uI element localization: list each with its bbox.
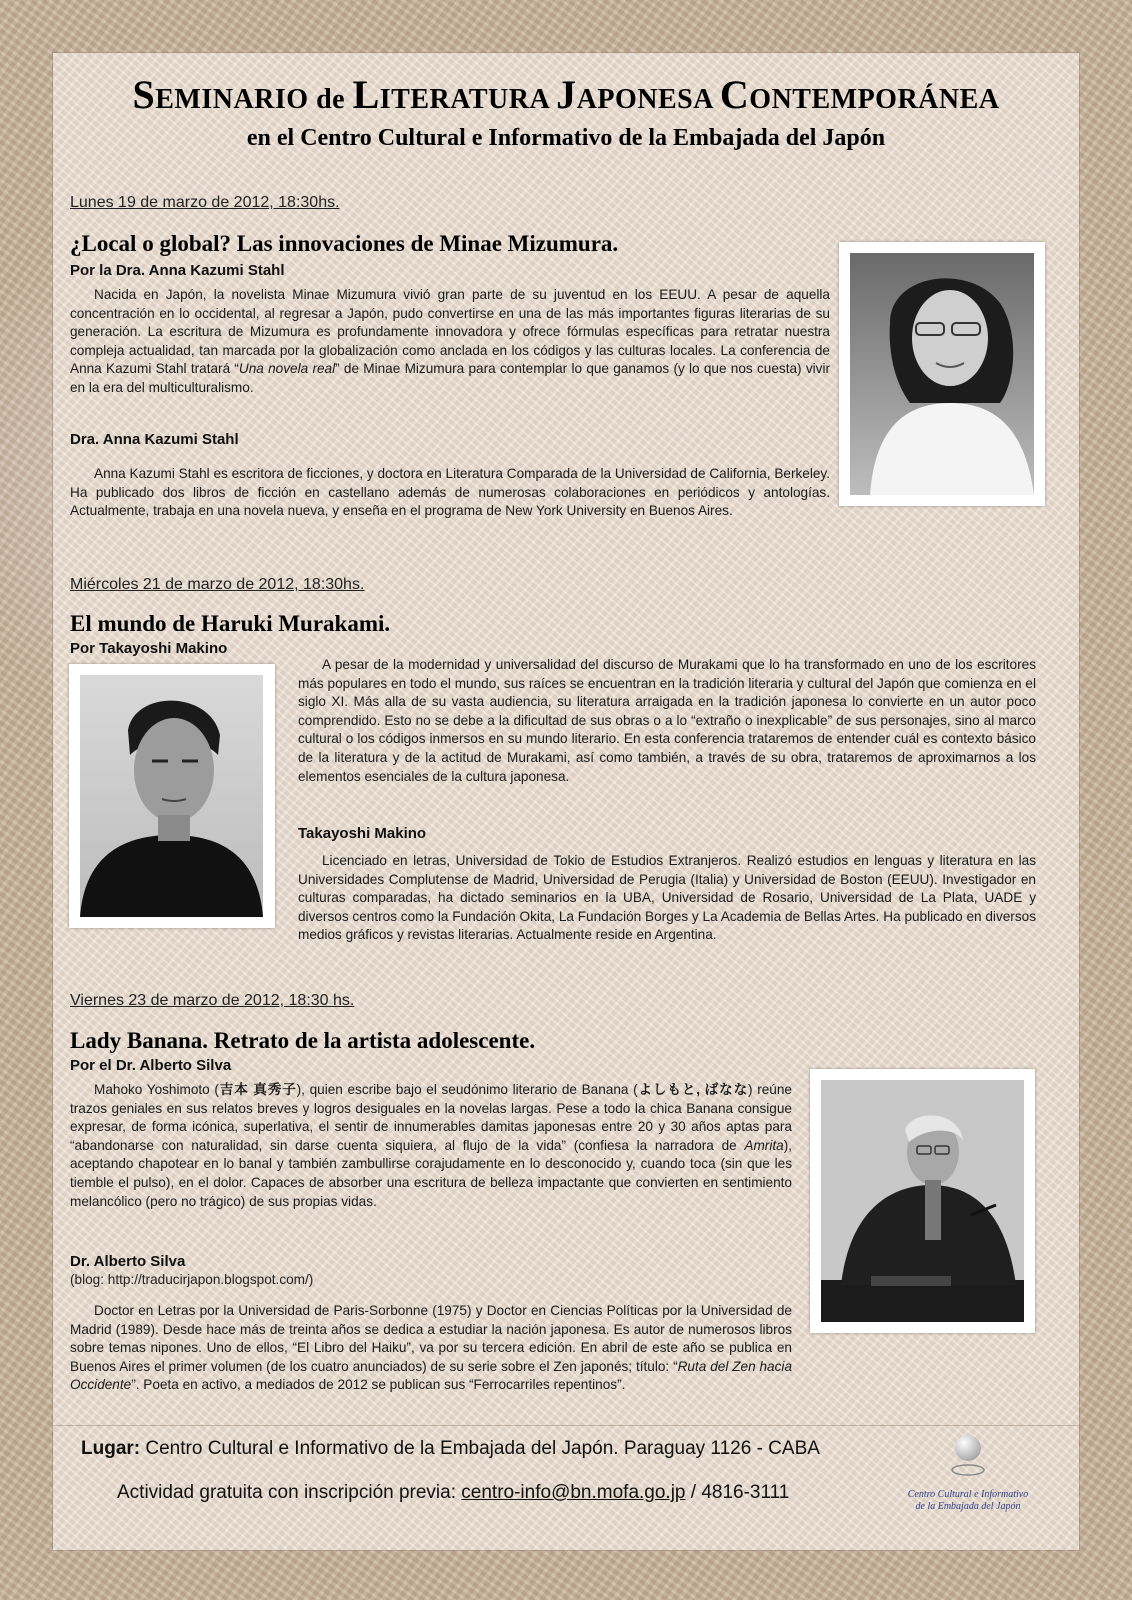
page-title: SEMINARIO de LITERATURA JAPONESA CONTEMPORÁNEA: [132, 72, 1000, 117]
event-date: Viernes 23 de marzo de 2012, 18:30 hs.: [70, 992, 355, 1009]
bio-text: Doctor en Letras por la Universidad de Paris-Sorbonne (1975) y Doctor en Ciencias Políticas por la Universidad de Madrid (1989). Desde hace más de treinta años se dedica a estudiar la nación japonesa. Es autor de numerosos libros sobre temas nipones. Uno de ellos, “El Libro del Haiku”, va por su tercera edición. En abril de este año se publica en Buenos Aires el primer volumen (de los cuatro anunciados) de su serie sobre el Zen japonés; título: “Ruta del Zen hacia Occidente”. Poeta en activo, a mediados de 2012 se publican sus “Ferrocarriles repentinos”.: [70, 1303, 792, 1393]
footer-divider: [53, 1425, 1079, 1426]
event-description: Nacida en Japón, la novelista Minae Mizumura vivió gran parte de su juventud en los EEUU. A pesar de aquella concentración en lo occidental, al regresar a Japón, pudo convertirse en una de las más importantes figuras literarias de su generación. La escritura de Mizumura es profundamente innovadora y ofrece fórmulas específicas para retratar nuestra compleja actualidad, tan marcada por la globalización como anclada en los códigos y las culturas locales. La conferencia de Anna Kazumi Stahl tratará “Una novela real” de Minae Mizumura para contemplar lo que ganamos (y lo que nos cuesta) vivir en la era del multiculturalismo.: [70, 287, 830, 395]
embassy-logo-icon: [948, 1433, 988, 1477]
bio-text: Anna Kazumi Stahl es escritora de ficciones, y doctora en Literatura Comparada de la Universidad de California, Berkeley. Ha publicado dos libros de ficción en castellano además de numerosas colaboraciones en periódicos y antologías. Actualmente, trabaja en una novela nueva, y enseña en el programa de New York University en Buenos Aires.: [70, 466, 830, 519]
registration-text: Actividad gratuita con inscripción previa: centro-info@bn.mofa.go.jp / 4816-3111: [117, 1482, 790, 1503]
event-title: El mundo de Haruki Murakami.: [70, 611, 391, 636]
portrait-image: [850, 253, 1034, 495]
page-subtitle: en el Centro Cultural e Informativo de la Embajada del Japón: [246, 125, 886, 151]
title-word: CONTEMPORÁNEA: [719, 72, 1000, 117]
portrait-image: [821, 1080, 1024, 1322]
embassy-logo-text: Centro Cultural e Informativo de la Embajada del Japón: [907, 1489, 1029, 1512]
event-date: Lunes 19 de marzo de 2012, 18:30hs.: [70, 194, 340, 211]
portrait-image: [80, 675, 263, 917]
speaker-photo-makino: [69, 664, 275, 928]
bio-text: Licenciado en letras, Universidad de Tokio de Estudios Extranjeros. Realizó estudios en lenguas y literatura en las Universidades Complutense de Madrid, Universidad de Perugia (Italia) y Universidad de Boston (EEUU). Investigador en culturas comparadas, ha dictado seminarios en la UBA, Universidad de Rosario, Universidad de La Plata, UADE y diversos centros como la Fundación Okita, La Fundación Borges y La Academia de Bellas Artes. Ha publicado en diversos medios gráficos y revistas literarias. Actualmente reside en Argentina.: [298, 853, 1036, 943]
speaker-photo-stahl: [839, 242, 1045, 506]
event-title: Lady Banana. Retrato de la artista adolescente.: [70, 1028, 536, 1053]
title-word: SEMINARIO: [132, 72, 309, 117]
event-description: Mahoko Yoshimoto (吉本 真秀子), quien escribe bajo el seudónimo literario de Banana (よしもと, ばなな) reúne trazos geniales en sus relatos breves y logros desiguales en la novelas largas. Pese a todo la chica Banana consigue expresar, de forma icónica, superlativa, el sentir de innumerables damitas japonesas entre 20 y 30 años aptas para “abandonarse con naturalidad, sin darse cuenta siquiera, al flujo de la vida” (confiesa la narradora de Amrita), aceptando chapotear en lo banal y también zambullirse corajudamente en lo desconocido y, cuando toca (sin que les tiemble el pulso), en el dolor. Capaces de absorber una escritura de belleza impactante que convierten en sentimiento melancólico (pero no trágico) de sus propias vidas.: [70, 1082, 792, 1209]
speaker-photo-silva: [810, 1069, 1035, 1333]
bio-name: Takayoshi Makino: [298, 825, 427, 842]
event-title: ¿Local o global? Las innovaciones de Minae Mizumura.: [70, 231, 619, 256]
event-description: A pesar de la modernidad y universalidad del discurso de Murakami que lo ha transformado en uno de los escritores más populares en todo el mundo, sus raíces se encuentran en la tradición literaria y cultural del Japón que comienza en el siglo XI. Más alla de su vasta audiencia, su literatura arraigada en la tradición japonesa lo convierte en un autor poco comprendido. Esto no se debe a la dificultad de sus obras o a lo “extraño o inexplicable” de sus personajes, sino al marco cultural o los códigos inmersos en su mundo literario. En esta conferencia trataremos de entender cuál es contexto básico de la literatura y de la actitud de Murakami, así como también, a través de su obra, trataremos de aproximarnos a los elementos esenciales de la cultura japonesa.: [298, 657, 1036, 784]
event-date: Miércoles 21 de marzo de 2012, 18:30hs.: [70, 576, 365, 593]
blog-link[interactable]: (blog: http://traducirjapon.blogspot.com/): [70, 1272, 314, 1287]
bio-name: Dr. Alberto Silva: [70, 1253, 186, 1270]
email-link[interactable]: centro-info@bn.mofa.go.jp: [461, 1482, 686, 1503]
event-speaker: Por el Dr. Alberto Silva: [70, 1057, 232, 1074]
title-word: LITERATURA: [352, 72, 549, 117]
poster-sheet: [53, 53, 1079, 1550]
event-speaker: Por Takayoshi Makino: [70, 640, 228, 657]
bio-name: Dra. Anna Kazumi Stahl: [70, 431, 239, 448]
event-speaker: Por la Dra. Anna Kazumi Stahl: [70, 262, 285, 279]
title-word: JAPONESA: [556, 72, 713, 117]
venue-text: Lugar: Centro Cultural e Informativo de la Embajada del Japón. Paraguay 1126 - CABA: [81, 1438, 820, 1459]
